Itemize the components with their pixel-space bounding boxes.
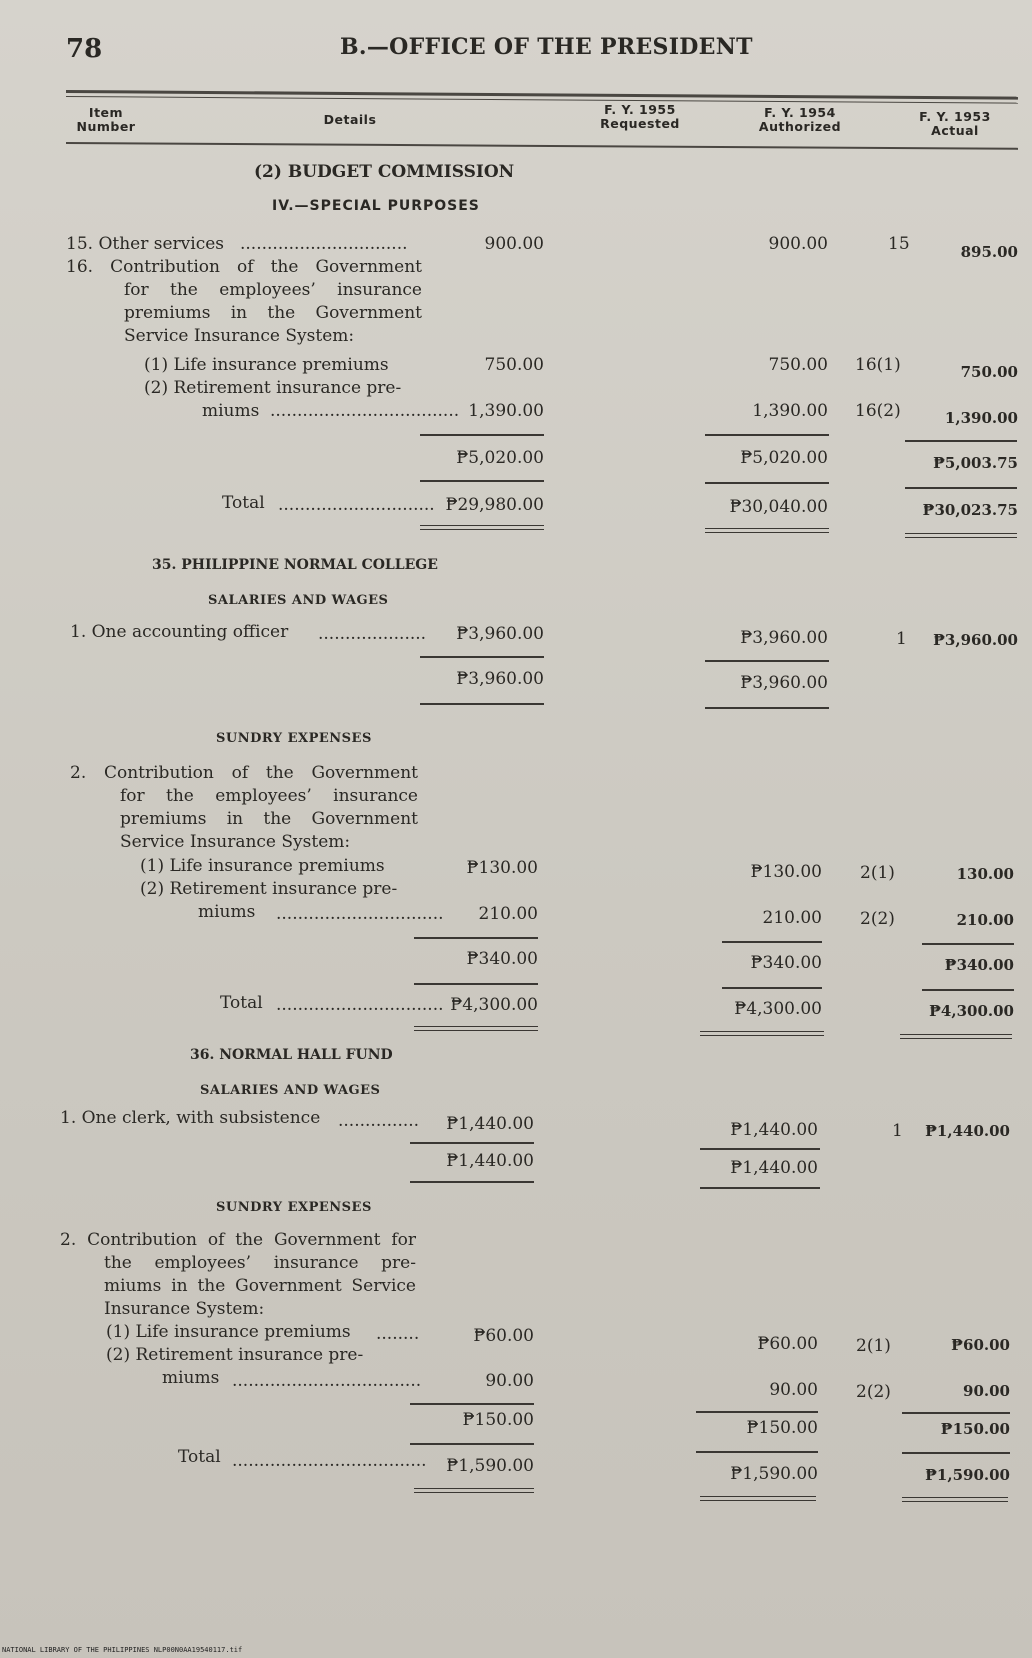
actual-value: 750.00 [960,363,1018,381]
subtotal-requested: ₱150.00 [462,1410,534,1430]
leader-dots: .................... [318,624,427,644]
total-actual: ₱4,300.00 [929,1002,1014,1020]
subtotal-authorized: ₱150.00 [746,1418,818,1438]
header-top-rule [66,90,1018,100]
double-underline [905,533,1017,538]
requested-value: 1,390.00 [468,401,544,421]
subsection-title-sundry: SUNDRY EXPENSES [216,731,372,746]
section-title-normal-college: 35. PHILIPPINE NORMAL COLLEGE [152,557,438,573]
underline [902,1452,1010,1454]
total-requested: ₱4,300.00 [450,995,538,1015]
item-code: 2(2) [856,1382,891,1402]
total-requested: ₱29,980.00 [445,495,544,515]
actual-value: 210.00 [956,911,1014,929]
leader-dots: ............................. [278,495,435,515]
double-underline [420,525,544,530]
underline [410,1181,534,1183]
subtotal-requested: ₱5,020.00 [456,448,544,468]
authorized-value: 210.00 [762,908,822,928]
total-authorized: ₱1,590.00 [730,1464,818,1484]
underline [722,987,822,989]
underline [705,482,829,484]
item-code: 1 [896,629,907,649]
subtotal-actual: ₱150.00 [940,1420,1010,1438]
subsection-title-sundry: SUNDRY EXPENSES [216,1200,372,1215]
sub-item-label: (1) Life insurance premiums [140,856,385,876]
col-head-fy1954: F. Y. 1954 Authorized [758,105,842,134]
leader-dots: ........ [376,1324,420,1344]
item-code: 1 [892,1121,903,1141]
double-underline [414,1488,534,1493]
leader-dots: ................................... [270,401,460,421]
item-description-line: for the employees’ insurance [120,786,418,806]
leader-dots: ................................... [232,1371,422,1391]
subtotal-requested: ₱1,440.00 [446,1151,534,1171]
double-underline [414,1026,538,1031]
actual-value: ₱60.00 [951,1336,1010,1354]
subtotal-actual: ₱5,003.75 [933,454,1018,472]
authorized-value: 1,390.00 [752,401,828,421]
actual-value: 90.00 [963,1382,1010,1400]
leader-dots: ............................... [276,904,444,924]
requested-value: 750.00 [484,355,544,375]
subsection-title-salaries: SALARIES AND WAGES [200,1083,381,1098]
item-code: 2(1) [860,863,895,883]
leader-dots: ............... [338,1111,420,1131]
requested-value: 90.00 [485,1371,534,1391]
total-requested: ₱1,590.00 [446,1456,534,1476]
underline [705,434,829,436]
subtotal-authorized: ₱1,440.00 [730,1158,818,1178]
item-label: 15. Other services [66,234,225,254]
double-underline [902,1497,1008,1502]
underline [410,1403,534,1405]
total-label: Total [220,993,263,1013]
authorized-value: ₱3,960.00 [740,628,828,648]
col-head-details: Details [323,112,377,127]
underline [696,1451,818,1453]
sub-item-label: (1) Life insurance premiums [106,1322,351,1342]
authorized-value: 900.00 [768,234,828,254]
underline [420,480,544,482]
sub-item-label-cont: miums [202,401,260,421]
subtotal-authorized: ₱3,960.00 [740,673,828,693]
underline [902,1412,1010,1414]
item-description-line: 2. Contribution of the Government for [60,1230,416,1250]
requested-value: ₱60.00 [473,1326,534,1346]
item-description-line: the employees’ insurance pre- [104,1253,416,1273]
section-title-normal-hall: 36. NORMAL HALL FUND [190,1047,393,1063]
subtotal-actual: ₱340.00 [944,956,1014,974]
subsection-title-salaries: SALARIES AND WAGES [208,593,389,608]
underline [705,660,829,662]
sub-item-label: (1) Life insurance premiums [144,355,389,375]
underline [905,487,1017,489]
underline [696,1411,818,1413]
underline [905,440,1017,442]
authorized-value: ₱60.00 [757,1334,818,1354]
subtotal-authorized: ₱340.00 [750,953,822,973]
underline [414,983,538,985]
actual-value: 895.00 [960,243,1018,261]
requested-value: ₱3,960.00 [456,624,544,644]
total-label: Total [178,1447,221,1467]
subtotal-authorized: ₱5,020.00 [740,448,828,468]
underline [414,937,538,939]
leader-dots: .................................... [232,1451,427,1471]
header-bottom-rule [66,142,1018,149]
underline [410,1443,534,1445]
item-description-line: for the employees’ insurance [124,280,422,300]
actual-value: 130.00 [956,865,1014,883]
requested-value: ₱1,440.00 [446,1114,534,1134]
item-code: 16(2) [855,401,901,421]
underline [922,943,1014,945]
sub-item-label-cont: miums [162,1368,220,1388]
authorized-value: 90.00 [769,1380,818,1400]
requested-value: 900.00 [484,234,544,254]
item-code: 2(1) [856,1336,891,1356]
item-label: 1. One clerk, with subsistence [60,1108,321,1128]
underline [420,703,544,705]
col-head-fy1953: F. Y. 1953 Actual [919,109,991,138]
page-header-title: B.—OFFICE OF THE PRESIDENT [340,34,753,60]
underline [700,1187,820,1189]
item-description-line: premiums in the Government [124,303,422,323]
item-label: 1. One accounting officer [70,622,289,642]
item-description-line: miums in the Government Service [104,1276,416,1296]
double-underline [700,1496,816,1501]
underline [700,1148,820,1150]
total-authorized: ₱4,300.00 [734,999,822,1019]
page-number: 78 [66,34,103,64]
item-description-line: Service Insurance System: [120,832,351,852]
item-description-line: Insurance System: [104,1299,265,1319]
actual-value: 1,390.00 [944,409,1018,427]
section-title-budget-commission: (2) BUDGET COMMISSION [254,162,515,182]
total-actual: ₱1,590.00 [925,1466,1010,1484]
underline [705,707,829,709]
subsection-title-special-purposes: IV.—SPECIAL PURPOSES [272,198,480,214]
item-code: 15 [888,234,910,254]
leader-dots: ............................... [240,234,408,254]
authorized-value: ₱1,440.00 [730,1120,818,1140]
sub-item-label-cont: miums [198,902,256,922]
sub-item-label: (2) Retirement insurance pre- [144,378,402,398]
subtotal-requested: ₱3,960.00 [456,669,544,689]
authorized-value: 750.00 [768,355,828,375]
authorized-value: ₱130.00 [750,862,822,882]
col-head-fy1955: F. Y. 1955 Requested [600,102,680,131]
sub-item-label: (2) Retirement insurance pre- [140,879,398,899]
actual-value: ₱1,440.00 [925,1122,1010,1140]
underline [410,1142,534,1144]
subtotal-requested: ₱340.00 [466,949,538,969]
underline [420,434,544,436]
item-code: 2(2) [860,909,895,929]
total-authorized: ₱30,040.00 [729,497,828,517]
col-head-item-number: Item Number [76,105,136,134]
double-underline [900,1034,1012,1039]
double-underline [705,528,829,533]
item-code: 16(1) [855,355,901,375]
requested-value: 210.00 [478,904,538,924]
item-description-line: premiums in the Government [120,809,418,829]
item-description-line: 2. Contribution of the Government [70,763,418,783]
item-description-line: 16. Contribution of the Government [66,257,422,277]
total-label: Total [222,493,265,513]
underline [420,656,544,658]
underline [722,941,822,943]
actual-value: ₱3,960.00 [933,631,1018,649]
requested-value: ₱130.00 [466,858,538,878]
total-actual: ₱30,023.75 [922,501,1018,519]
archive-footer: NATIONAL LIBRARY OF THE PHILIPPINES NLP00N0AA19540117.tif [2,1646,243,1654]
double-underline [700,1031,824,1036]
leader-dots: ............................... [276,995,444,1015]
item-description-line: Service Insurance System: [124,326,355,346]
underline [922,989,1014,991]
sub-item-label: (2) Retirement insurance pre- [106,1345,364,1365]
